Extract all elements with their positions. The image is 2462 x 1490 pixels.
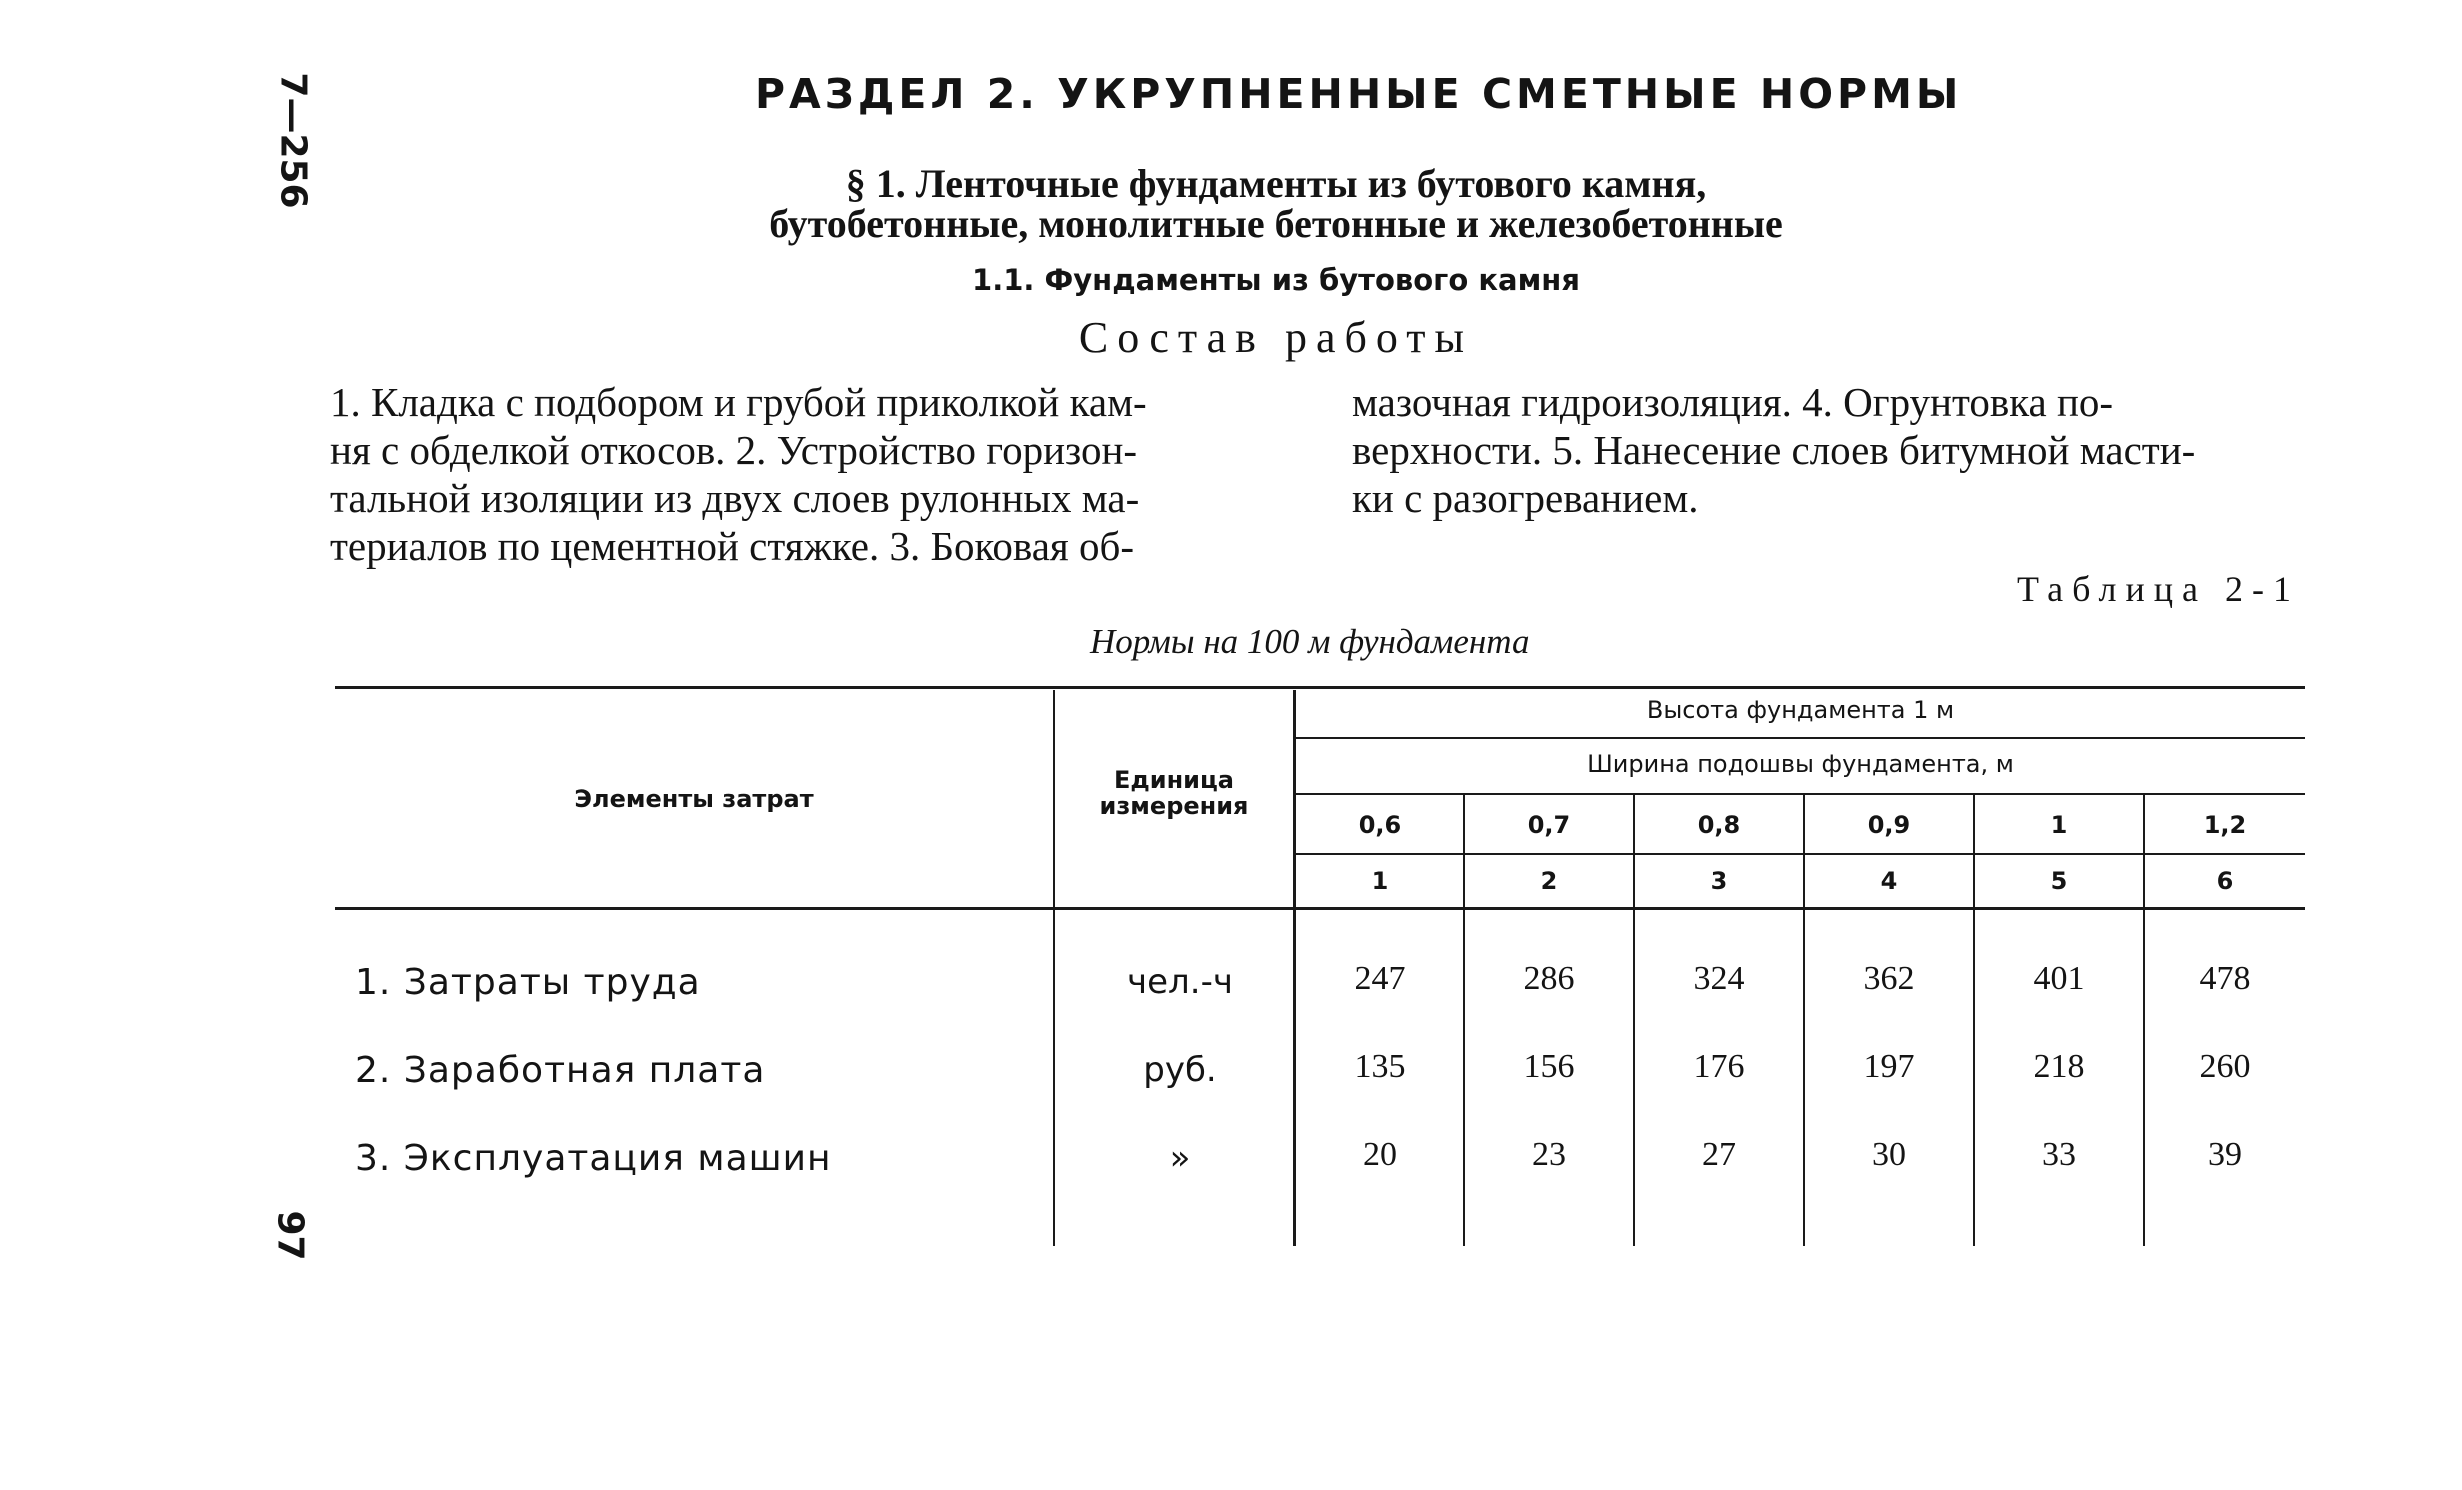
work-text-right-line: ки с разогреванием.: [1352, 475, 1699, 521]
row-value: 27: [1702, 1136, 1736, 1173]
work-text-right-line: верхности. 5. Нанесение слоев битумной масти-: [1352, 427, 2196, 473]
page-number: 97: [269, 1210, 311, 1261]
doc-code-margin: 7—256: [272, 72, 314, 209]
row-value: 176: [1693, 1048, 1745, 1085]
header-width: Ширина подошвы фундамента, м: [1587, 750, 2014, 778]
row-name: 1. Затраты труда: [355, 962, 701, 1003]
table-rule: [1295, 793, 2305, 795]
row-value: 197: [1863, 1048, 1915, 1085]
table-col-divider: [1463, 795, 1465, 1246]
work-text-left-line: 1. Кладка с подбором и грубой приколкой кам-: [330, 379, 1147, 425]
work-text-left-line: ня с обделкой откосов. 2. Устройство горизон-: [330, 427, 1138, 473]
row-value: 30: [1872, 1136, 1906, 1173]
work-text-right: [1352, 378, 2312, 522]
row-value: 260: [2199, 1048, 2251, 1085]
table-caption: Нормы на 100 м фундамента: [1090, 622, 1530, 661]
row-unit: »: [1169, 1138, 1191, 1178]
row-value: 247: [1354, 960, 1406, 997]
row-value: 478: [2199, 960, 2251, 997]
width-header: 1,2: [2203, 811, 2247, 839]
row-value: 135: [1354, 1048, 1406, 1085]
header-elements: Элементы затрат: [574, 785, 814, 813]
row-value: 218: [2033, 1048, 2085, 1085]
row-value: 401: [2033, 960, 2085, 997]
width-header: 0,9: [1867, 811, 1911, 839]
width-header: 0,7: [1527, 811, 1571, 839]
table-rule: [1295, 737, 2305, 739]
work-text-left-line: тальной изоляции из двух слоев рулонных ма-: [330, 475, 1140, 521]
row-value: 156: [1523, 1048, 1575, 1085]
width-header: 0,8: [1697, 811, 1741, 839]
width-header: 0,6: [1358, 811, 1402, 839]
work-heading: Состав работы: [1078, 313, 1474, 362]
paragraph-title-line-1: § 1. Ленточные фундаменты из бутового камня,: [845, 161, 1707, 206]
column-number: 6: [2216, 867, 2234, 895]
work-text-right-line: мазочная гидроизоляция. 4. Огрунтовка по-: [1352, 379, 2114, 425]
column-number: 2: [1540, 867, 1558, 895]
table-col-divider: [1803, 795, 1805, 1246]
table-col-divider: [2143, 795, 2145, 1246]
row-value: 286: [1523, 960, 1575, 997]
table-header-rule: [335, 907, 2305, 910]
work-text-left: [330, 378, 1290, 570]
row-value: 362: [1863, 960, 1915, 997]
row-unit: чел.-ч: [1127, 962, 1233, 1002]
subsection-title: 1.1. Фундаменты из бутового камня: [972, 263, 1580, 297]
section-title: РАЗДЕЛ 2. УКРУПНЕННЫЕ СМЕТНЫЕ НОРМЫ: [755, 70, 1963, 118]
column-number: 1: [1371, 867, 1389, 895]
row-value: 33: [2042, 1136, 2076, 1173]
row-unit: руб.: [1143, 1050, 1217, 1090]
header-height: Высота фундамента 1 м: [1646, 696, 1955, 724]
table-label: Таблица 2-1: [2017, 569, 2300, 609]
column-number: 3: [1710, 867, 1728, 895]
width-header: 1: [2050, 811, 2068, 839]
table-rule: [1295, 853, 2305, 855]
row-name: 3. Эксплуатация машин: [355, 1138, 832, 1179]
table-col-divider: [1633, 795, 1635, 1246]
table-col-divider: [1973, 795, 1975, 1246]
header-unit-line-1: Единица: [1114, 766, 1234, 794]
row-value: 39: [2208, 1136, 2242, 1173]
paragraph-title-line-2: бутобетонные, монолитные бетонные и железобетонные: [769, 201, 1783, 246]
column-number: 4: [1880, 867, 1898, 895]
work-text-left-line: териалов по цементной стяжке. 3. Боковая об-: [330, 523, 1135, 569]
header-unit-line-2: измерения: [1099, 792, 1249, 820]
table-top-rule: [335, 686, 2305, 689]
row-value: 20: [1363, 1136, 1397, 1173]
column-number: 5: [2050, 867, 2068, 895]
row-value: 324: [1693, 960, 1745, 997]
row-name: 2. Заработная плата: [355, 1050, 766, 1091]
row-value: 23: [1532, 1136, 1566, 1173]
